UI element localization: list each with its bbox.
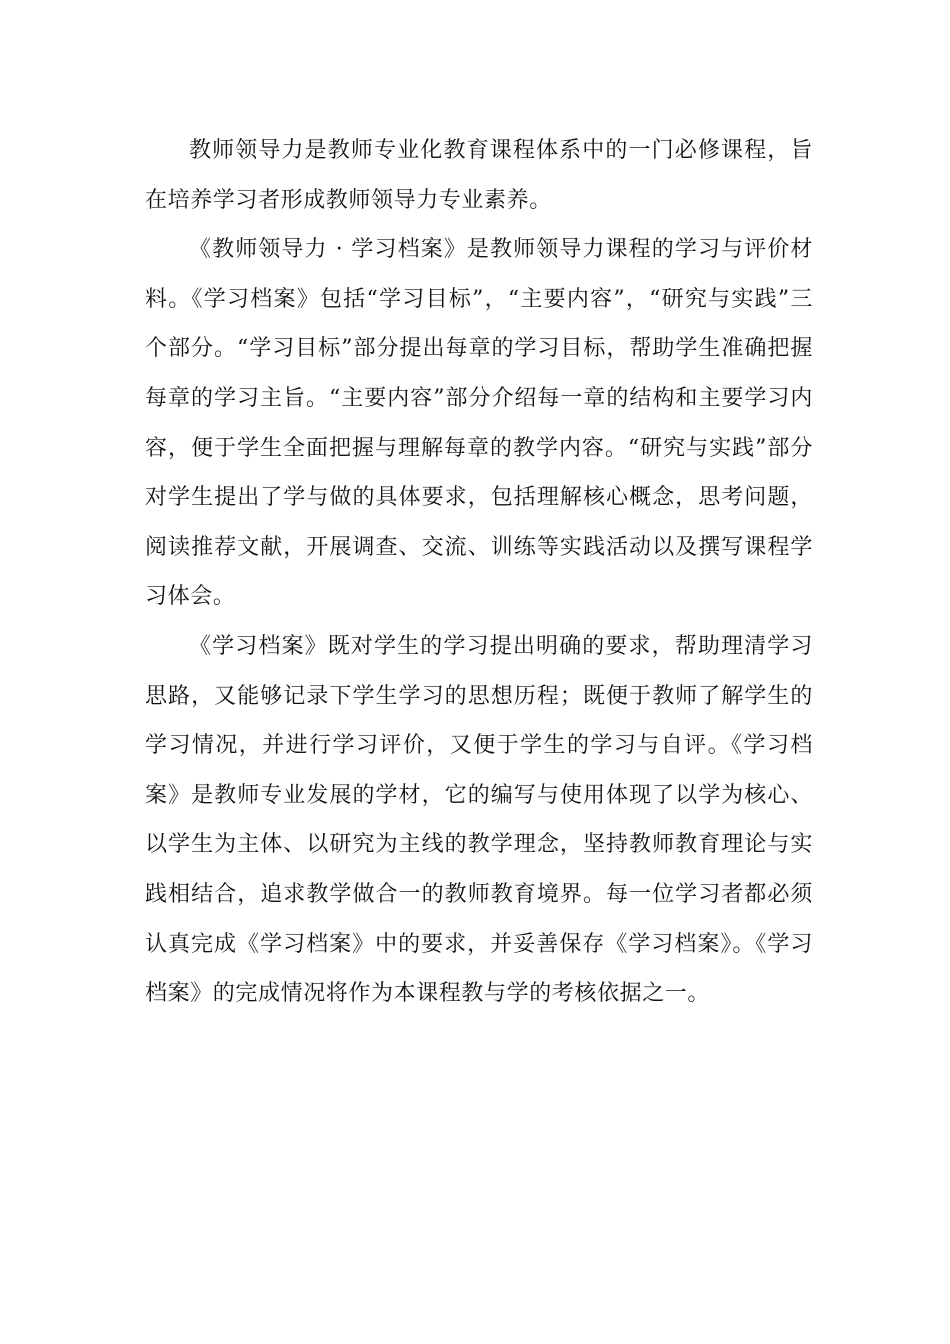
paragraph-intro: 教师领导力是教师专业化教育课程体系中的一门必修课程，旨在培养学习者形成教师领导力专业素养。 — [145, 138, 813, 213]
paragraph-archive-structure: 《教师领导力 · 学习档案》是教师领导力课程的学习与评价材料。《学习档案》包括“学习目标”，“主要内容”，“研究与实践”三个部分。“学习目标”部分提出每章的学习目标，帮助学生准确把握每章的学习主旨。“主要内容”部分介绍每一章的结构和主要学习内容，便于学生全面把握与理解每章的教学内容。“研究与实践”部分对学生提出了学与做的具体要求，包括理解核心概念，思考问题，阅读推荐文献，开展调查、交流、训练等实践活动以及撰写课程学习体会。 — [145, 237, 813, 610]
document-body — [145, 126, 813, 1019]
paragraph-archive-purpose: 《学习档案》既对学生的学习提出明确的要求，帮助理清学习思路，又能够记录下学生学习的思想历程；既便于教师了解学生的学习情况，并进行学习评价，又便于学生的学习与自评。《学习档案》是教师专业发展的学材，它的编写与使用体现了以学为核心、以学生为主体、以研究为主线的教学理念，坚持教师教育理论与实践相结合，追求教学做合一的教师教育境界。每一位学习者都必须认真完成《学习档案》中的要求，并妥善保存《学习档案》。《学习档案》的完成情况将作为本课程教与学的考核依据之一。 — [145, 633, 813, 1007]
